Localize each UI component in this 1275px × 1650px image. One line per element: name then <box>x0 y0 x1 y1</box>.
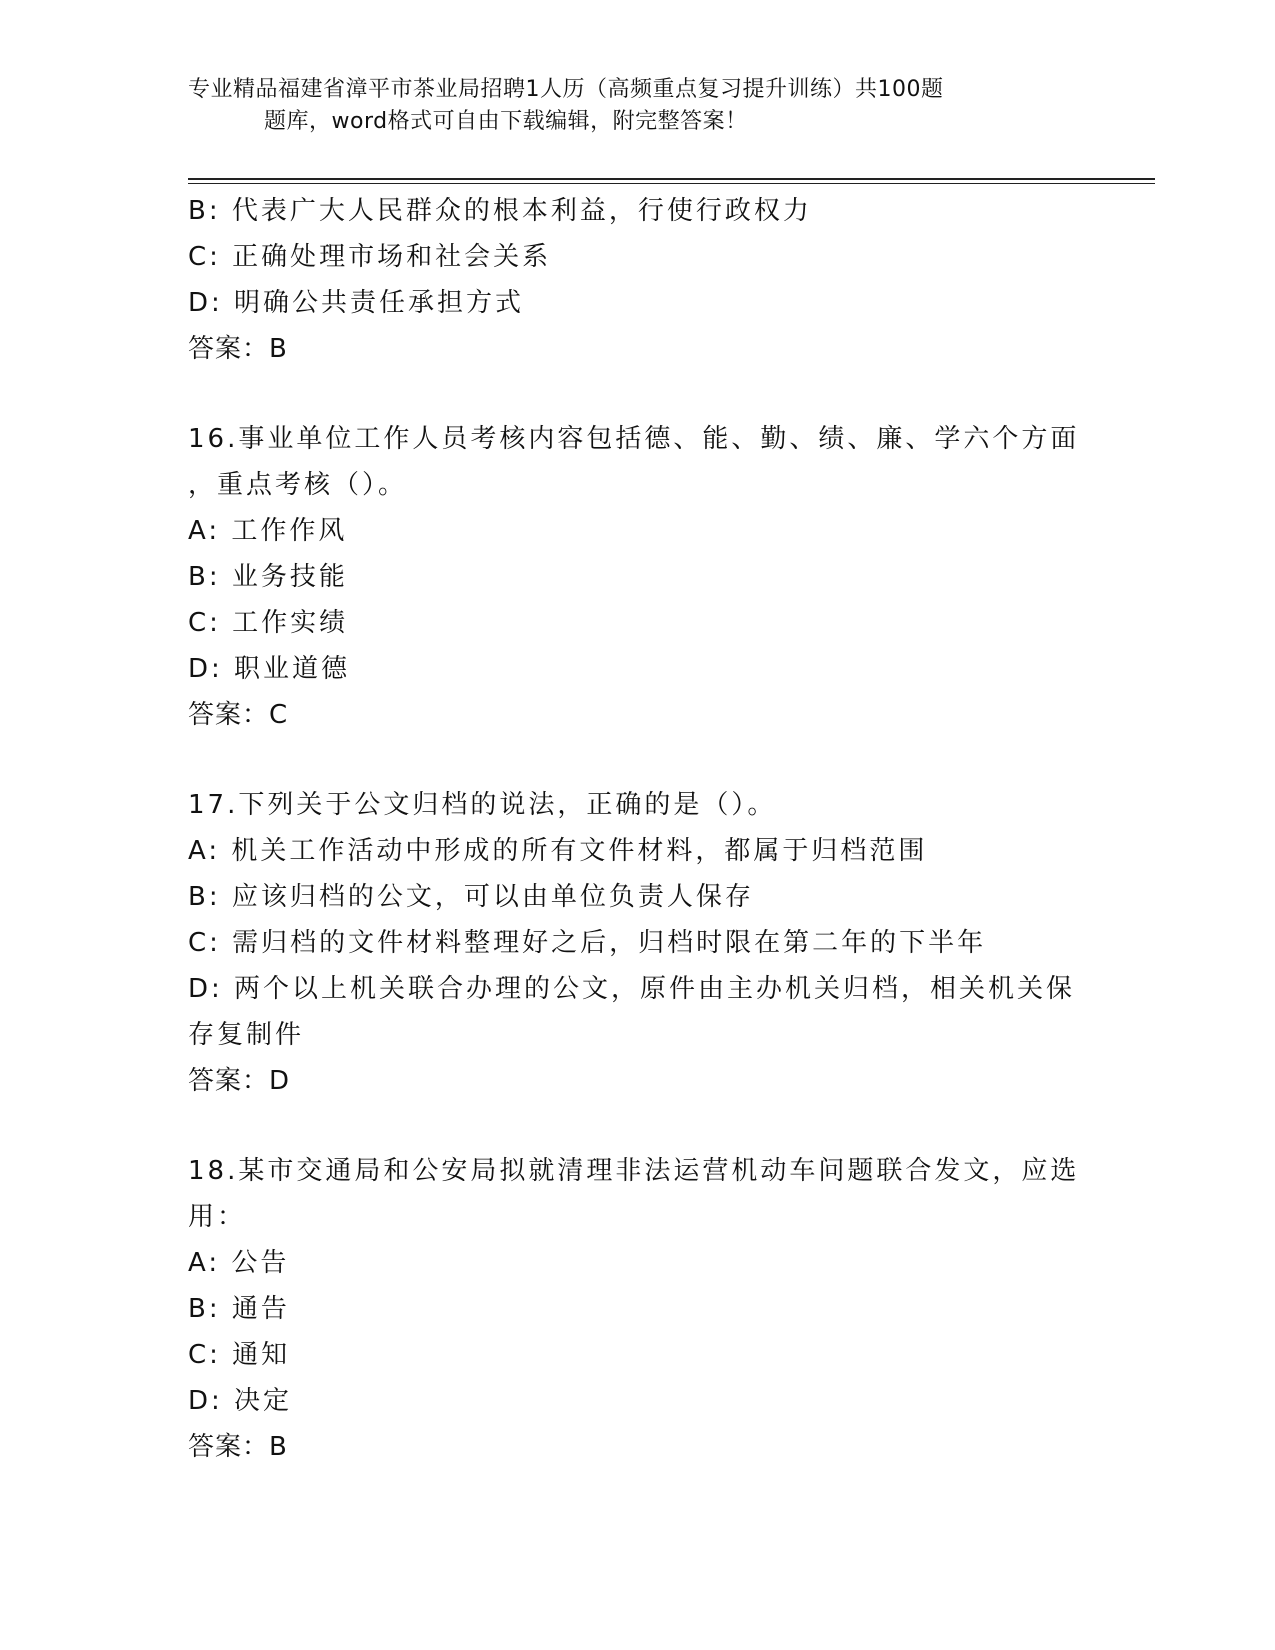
question-stem: 17.下列关于公文归档的说法，正确的是（）。 <box>188 790 777 820</box>
answer: 答案：B <box>188 1432 288 1462</box>
option-c: C: 工作实绩 <box>188 608 349 638</box>
option-c: C: 正确处理市场和社会关系 <box>188 242 552 272</box>
option-a: A: 工作作风 <box>188 516 348 546</box>
question-stem-continued: 用： <box>188 1202 247 1232</box>
option-c: C: 需归档的文件材料整理好之后，归档时限在第二年的下半年 <box>188 928 987 958</box>
header-title-line2: 题库，word格式可自由下载编辑，附完整答案！ <box>264 109 748 134</box>
answer: 答案：C <box>188 700 289 730</box>
option-a: A: 机关工作活动中形成的所有文件材料，都属于归档范围 <box>188 836 928 866</box>
header-title-line1: 专业精品福建省漳平市茶业局招聘1人历（高频重点复习提升训练）共100题 <box>188 77 944 102</box>
question-stem: 18.某市交通局和公安局拟就清理非法运营机动车问题联合发文，应选 <box>188 1156 1080 1186</box>
spacer <box>188 372 1088 416</box>
option-b: B: 应该归档的公文，可以由单位负责人保存 <box>188 882 754 912</box>
spacer <box>188 738 1088 782</box>
header-rule-thin <box>188 183 1155 184</box>
document-header <box>188 74 1088 138</box>
question-stem-continued: ，重点考核（）。 <box>188 470 408 500</box>
answer: 答案：D <box>188 1066 291 1096</box>
option-d: D: 决定 <box>188 1386 293 1416</box>
option-c: C: 通知 <box>188 1340 291 1370</box>
question-17 <box>188 782 1088 1104</box>
option-d: D: 职业道德 <box>188 654 351 684</box>
option-b: B: 业务技能 <box>188 562 348 592</box>
question-16 <box>188 416 1088 738</box>
option-b: B: 代表广大人民群众的根本利益，行使行政权力 <box>188 196 812 226</box>
option-d: D: 明确公共责任承担方式 <box>188 288 525 318</box>
spacer <box>188 1104 1088 1148</box>
question-stem: 16.事业单位工作人员考核内容包括德、能、勤、绩、廉、学六个方面 <box>188 424 1080 454</box>
option-a: A: 公告 <box>188 1248 290 1278</box>
option-d: D: 两个以上机关联合办理的公文，原件由主办机关归档，相关机关保 <box>188 974 1076 1004</box>
option-b: B: 通告 <box>188 1294 290 1324</box>
document-body <box>188 188 1088 1470</box>
question-15 <box>188 188 1088 372</box>
answer: 答案：B <box>188 334 288 364</box>
question-18 <box>188 1148 1088 1470</box>
header-rule-thick <box>188 178 1155 180</box>
option-d-continued: 存复制件 <box>188 1020 305 1050</box>
